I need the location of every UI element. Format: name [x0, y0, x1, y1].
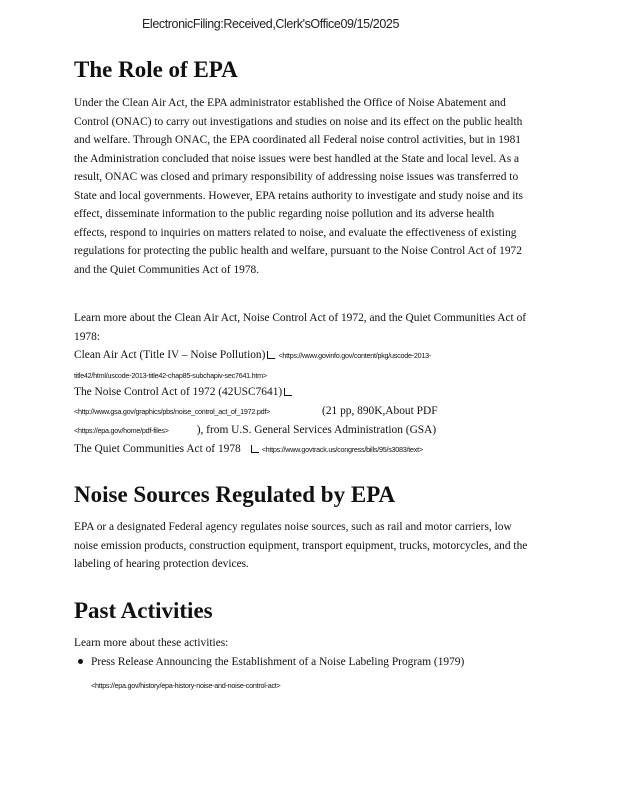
section-title-role: The Role of EPA	[74, 57, 238, 82]
clean-air-act-url[interactable]: <https://www.govinfo.gov/content/pkg/uscode-2013-	[278, 351, 432, 360]
external-link-icon	[251, 445, 259, 453]
external-link-icon	[267, 351, 275, 359]
pdf-files-url[interactable]: <https://epa.gov/home/pdf-files>	[74, 426, 169, 435]
quiet-communities-act-url[interactable]: <https://www.govtrack.us/congress/bills/95/s3083/text>	[261, 445, 423, 454]
clean-air-act-url-cont[interactable]: title42/html/uscode-2013-title42-chap85-subchapiv-sec7641.htm>	[74, 371, 267, 380]
press-release-url[interactable]: <https://epa.gov/history/epa-history-noise-and-noise-control-act>	[91, 681, 281, 690]
noise-control-act-line	[74, 383, 295, 401]
clean-air-act-line	[74, 346, 431, 365]
gsa-source-text: ), from U.S. General Services Administration (GSA)	[196, 424, 437, 436]
noise-control-act-link[interactable]: The Noise Control Act of 1972 (42USC7641)	[74, 386, 283, 398]
section-title-noise-sources: Noise Sources Regulated by EPA	[74, 482, 396, 507]
clean-air-act-link[interactable]: Clean Air Act (Title IV – Noise Pollution)	[74, 349, 266, 361]
pdf-files-line	[74, 421, 436, 440]
section-title-past-activities: Past Activities	[74, 598, 213, 623]
noise-control-url-line	[74, 402, 438, 421]
press-release-url-line	[91, 675, 281, 693]
learn-more-acts: Learn more about the Clean Air Act, Noise Control Act of 1972, and the Quiet Communities Act of 1978:	[74, 312, 527, 343]
quiet-communities-line	[74, 440, 423, 459]
quiet-communities-act-link[interactable]: The Quiet Communities Act of 1978	[74, 443, 241, 455]
press-release-link[interactable]: Press Release Announcing the Establishment of a Noise Labeling Program (1979)	[91, 656, 465, 668]
pdf-size-text: (21 pp, 890K,About PDF	[322, 405, 438, 417]
bullet-icon	[78, 659, 83, 664]
external-link-icon	[284, 388, 292, 396]
filing-stamp: ElectronicFiling:Received,Clerk'sOffice09/15/2025	[142, 17, 399, 31]
learn-more-activities: Learn more about these activities:	[74, 637, 229, 649]
list-item	[74, 653, 464, 671]
noise-sources-paragraph: EPA or a designated Federal agency regulates noise sources, such as rail and motor carriers, low noise emission products, construction equipment, transport equipment, trucks, motorcycles, and the labeling of hearing protection devices.	[74, 521, 528, 570]
role-paragraph: Under the Clean Air Act, the EPA administrator established the Office of Noise Abatement and Control (ONAC) to carry out investigations and studies on noise and its effect on the public health and welfare. Through ONAC, the EPA coordinated all Federal noise control activities, but in 1981 the Administration concluded that noise issues were best handled at the State and local level. As a result, ONAC was closed and primary responsibility of addressing noise issues was transferred to State and local governments. However, EPA retains authority to investigate and study noise and its effect, disseminate information to the public regarding noise pollution and its adverse health effects, respond to inquiries on matters related to noise, and evaluate the effectiveness of existing regulations for protecting the public health and welfare, pursuant to the Noise Control Act of 1972 and the Quiet Communities Act of 1978.	[74, 97, 523, 276]
noise-control-act-url[interactable]: <http://www.gsa.gov/graphics/pbs/noise_control_act_of_1972.pdf>	[74, 407, 271, 416]
